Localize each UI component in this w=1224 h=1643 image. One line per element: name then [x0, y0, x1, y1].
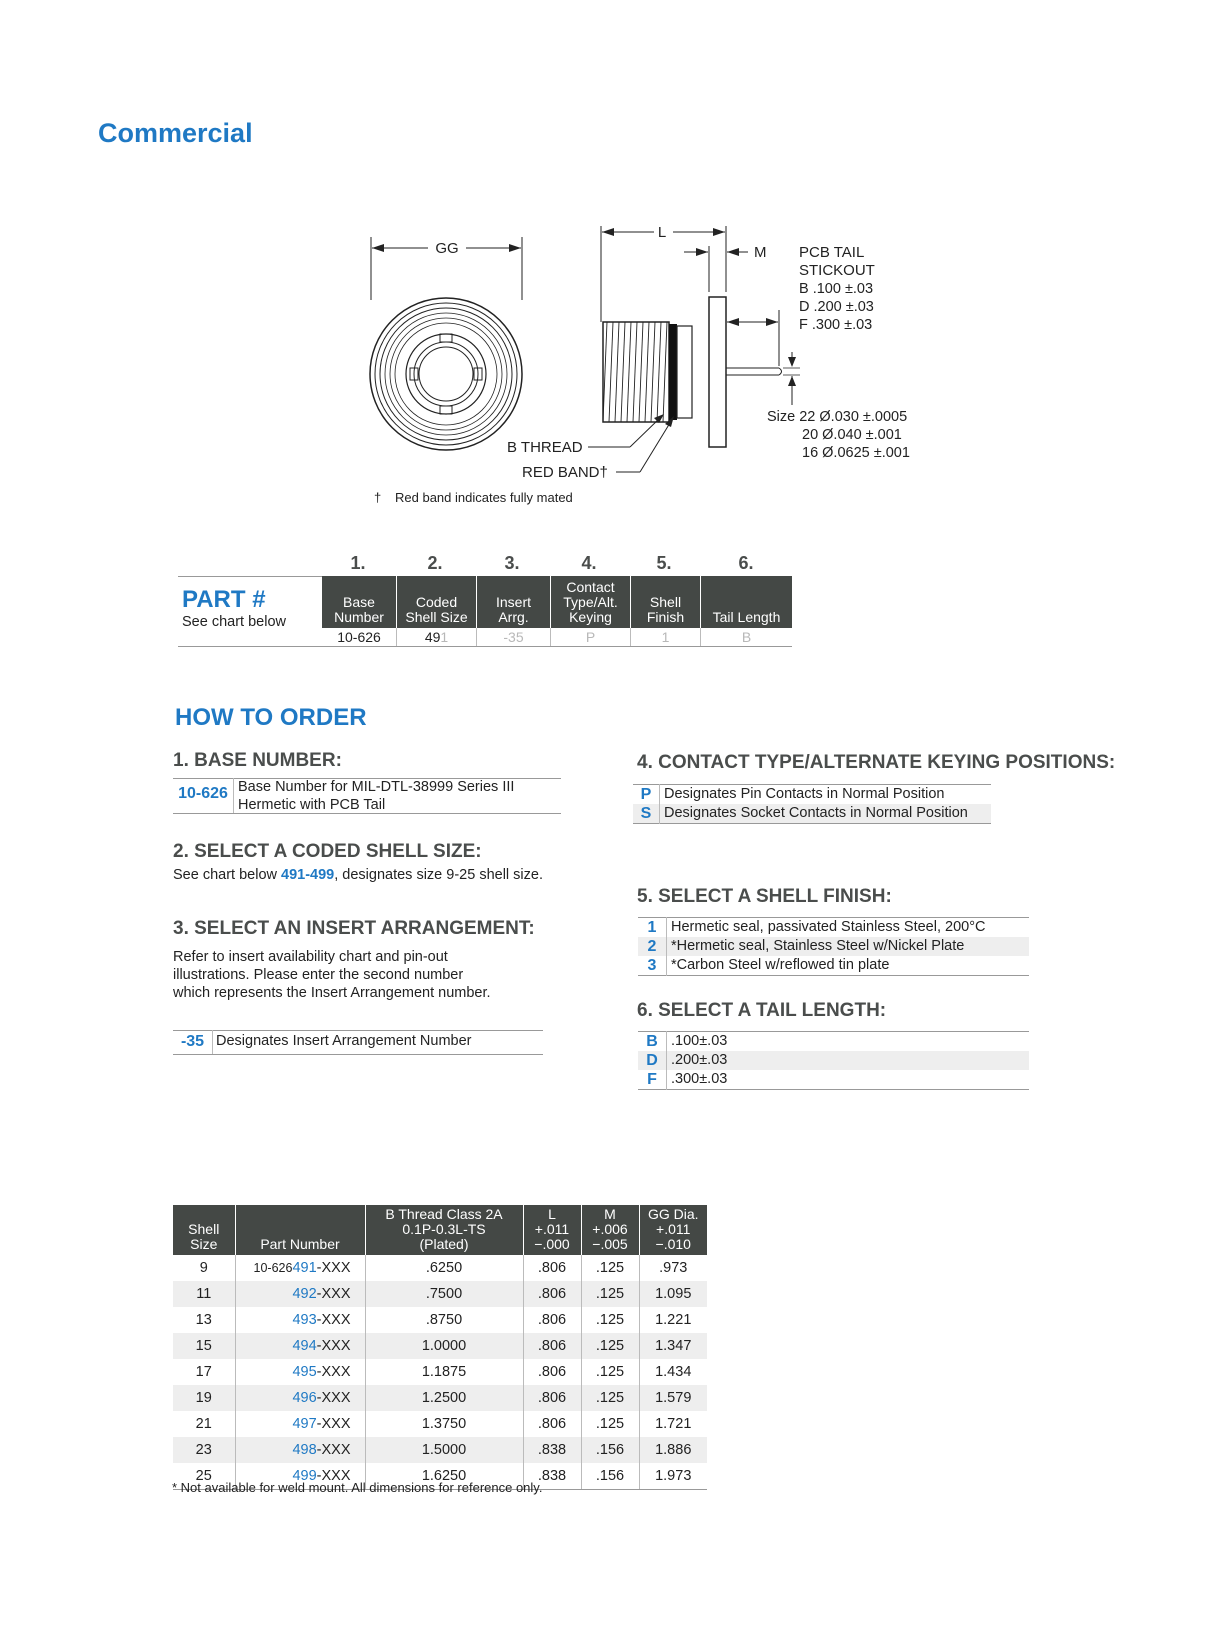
- section-5-title: 5. SELECT A SHELL FINISH:: [637, 886, 892, 907]
- col-gg: GG Dia. +.011 −.010: [639, 1205, 707, 1255]
- stickout-b: B .100 ±.03: [799, 281, 874, 297]
- table-row: 15 494-XXX 1.0000 .806 .125 1.347: [173, 1333, 707, 1359]
- pn-header-insert: Insert Arrg.: [476, 576, 550, 628]
- base-number-code: 10-626: [178, 785, 228, 802]
- insert-code: -35: [180, 1033, 205, 1050]
- section-6-title: 6. SELECT A TAIL LENGTH:: [637, 1000, 887, 1021]
- tail-length-table: [638, 1031, 1029, 1090]
- b-thread-label: B THREAD: [507, 439, 583, 456]
- stickout-f: F .300 ±.03: [799, 317, 873, 333]
- col-m: M +.006 −.005: [581, 1205, 639, 1255]
- size-16: 16 Ø.0625 ±.001: [802, 445, 910, 461]
- pn-value-insert: -35: [476, 628, 550, 646]
- table-row: 13 493-XXX .8750 .806 .125 1.221: [173, 1307, 707, 1333]
- section-1-title: 1. BASE NUMBER:: [173, 750, 342, 771]
- m-label: M: [754, 244, 767, 261]
- insert-desc: Designates Insert Arrangement Number: [216, 1033, 472, 1049]
- pn-value-contact: P: [550, 628, 630, 646]
- table-row: 9 10-626491-XXX .6250 .806 .125 .973: [173, 1255, 707, 1281]
- col-b-thread: B Thread Class 2A 0.1P-0.3L-TS (Plated): [365, 1205, 523, 1255]
- pn-value-shell: 491: [396, 628, 476, 646]
- page-title: Commercial: [98, 118, 253, 148]
- pn-header-tail: Tail Length: [700, 576, 792, 628]
- shell-size-text: See chart below 491-499, designates size 9-25 shell size.: [173, 867, 543, 883]
- stickout-label: STICKOUT: [799, 262, 875, 279]
- pn-step-5: 5.: [656, 553, 672, 573]
- pcb-tail-label: PCB TAIL: [799, 244, 865, 261]
- gg-label: GG: [435, 240, 459, 257]
- pn-step-2: 2.: [427, 553, 443, 573]
- table-row: D .200±.03: [638, 1051, 1029, 1070]
- part-number-subtitle: See chart below: [182, 614, 286, 630]
- pn-value-finish: 1: [630, 628, 700, 646]
- col-l: L +.011 −.000: [523, 1205, 581, 1255]
- section-3-title: 3. SELECT AN INSERT ARRANGEMENT:: [173, 918, 535, 939]
- table-row: 17 495-XXX 1.1875 .806 .125 1.434: [173, 1359, 707, 1385]
- part-number-title: PART #: [182, 586, 266, 613]
- size-22: Size 22 Ø.030 ±.0005: [767, 409, 908, 425]
- table-row: P Designates Pin Contacts in Normal Position: [633, 785, 991, 805]
- table-row: 11 492-XXX .7500 .806 .125 1.095: [173, 1281, 707, 1307]
- connector-drawing: [0, 0, 1224, 520]
- table-row: 19 496-XXX 1.2500 .806 .125 1.579: [173, 1385, 707, 1411]
- pn-header-finish: Shell Finish: [630, 576, 700, 628]
- pn-header-base: Base Number: [322, 576, 396, 628]
- table-row: 1 Hermetic seal, passivated Stainless Steel, 200°C: [638, 918, 1029, 938]
- how-to-order-title: HOW TO ORDER: [175, 704, 367, 731]
- dimension-table: [173, 1205, 707, 1490]
- l-label: L: [657, 224, 667, 241]
- pn-step-6: 6.: [738, 553, 754, 573]
- table-row: 3 *Carbon Steel w/reflowed tin plate: [638, 956, 1029, 976]
- red-band-label: RED BAND†: [522, 464, 608, 481]
- side-view: [588, 226, 800, 472]
- front-view: [370, 298, 522, 450]
- stickout-d: D .200 ±.03: [799, 299, 874, 315]
- pn-header-contact: Contact Type/Alt. Keying: [550, 576, 630, 628]
- table-row: S Designates Socket Contacts in Normal Position: [633, 804, 991, 824]
- col-shell-size: Shell Size: [173, 1205, 235, 1255]
- table-row: 23 498-XXX 1.5000 .838 .156 1.886: [173, 1437, 707, 1463]
- pn-header-shell: Coded Shell Size: [396, 576, 476, 628]
- pn-step-3: 3.: [504, 553, 520, 573]
- table-row: 21 497-XXX 1.3750 .806 .125 1.721: [173, 1411, 707, 1437]
- base-number-desc: Base Number for MIL-DTL-38999 Series III Hermetic with PCB Tail: [238, 779, 515, 813]
- table-row: 2 *Hermetic seal, Stainless Steel w/Nickel Plate: [638, 937, 1029, 956]
- section-2-title: 2. SELECT A CODED SHELL SIZE:: [173, 841, 482, 862]
- table-row: 25 499-XXX 1.6250 .838 .156 1.973: [173, 1463, 707, 1490]
- pn-step-1: 1.: [350, 553, 366, 573]
- footnote-mark: †: [374, 490, 382, 505]
- pn-value-tail: B: [700, 628, 792, 646]
- pn-value-base: 10-626: [337, 629, 381, 645]
- contact-type-table: [633, 784, 991, 824]
- table-row: B .100±.03: [638, 1032, 1029, 1052]
- table-footnote: * Not available for weld mount. All dimensions for reference only.: [172, 1480, 543, 1495]
- col-part-number: Part Number: [235, 1205, 365, 1255]
- size-20: 20 Ø.040 ±.001: [802, 427, 902, 443]
- table-row: F .300±.03: [638, 1070, 1029, 1090]
- drawing-footnote: Red band indicates fully mated: [395, 490, 573, 505]
- insert-arrangement-text: Refer to insert availability chart and pin-out illustrations. Please enter the second number which represents the Insert Arrangement number.: [173, 949, 491, 1001]
- pn-step-4: 4.: [581, 553, 597, 573]
- shell-finish-table: [638, 917, 1029, 976]
- section-4-title: 4. CONTACT TYPE/ALTERNATE KEYING POSITIONS:: [637, 752, 1116, 773]
